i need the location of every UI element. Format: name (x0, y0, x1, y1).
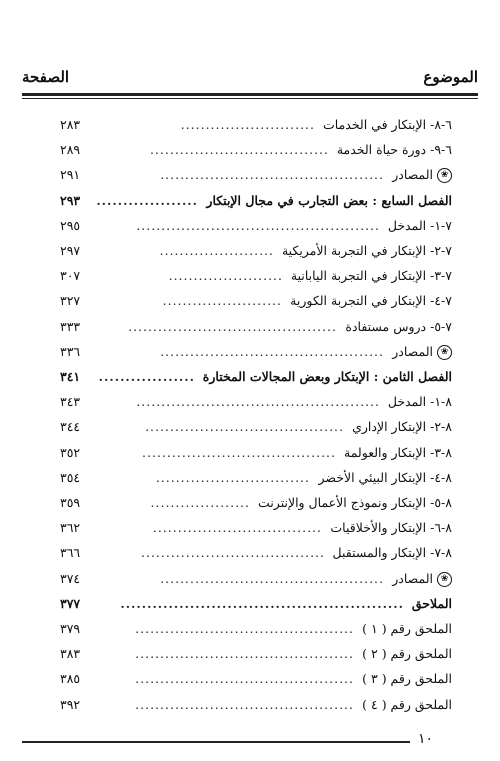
toc-entry-title (392, 568, 452, 590)
toc-leader-dots: .................................. (152, 520, 322, 536)
toc-leader-dots: ........................... (180, 117, 315, 132)
toc-entry-title (345, 316, 452, 338)
toc-chapter-row (60, 593, 452, 615)
toc-page-number: ٣٣٣ (60, 318, 81, 334)
toc-leader-dots: ....................................... (142, 444, 336, 460)
toc-entry-text: ٧-٢- الإبتكار في التجربة الأمريكية (281, 243, 452, 258)
flower-bullet-icon: ❀ (437, 572, 452, 587)
toc-leader-dots: .................... (150, 495, 250, 510)
toc-page-number: ٣٨٣ (60, 646, 81, 662)
footer-rule (22, 741, 410, 743)
toc-entry-text: ٨-١- المدخل (387, 394, 452, 410)
toc-page-number: ٢٩٧ (60, 243, 81, 258)
toc-leader-dots: ............................................. (160, 570, 384, 586)
toc-header (22, 68, 478, 90)
toc-entry-text: ٦-٨- الإبتكار في الخدمات (323, 117, 452, 132)
toc-page-number: ٣٥٢ (60, 444, 81, 460)
toc-entry-text: ٧-٤- الإبتكار في التجربة الكورية (290, 293, 452, 309)
page-column-header: الصفحة (22, 68, 70, 86)
toc-row (60, 442, 452, 464)
toc-page-number: ٣٤٣ (60, 394, 81, 410)
toc-leader-dots: ............................................ (135, 646, 354, 662)
toc-entry-text: ٨-٧- الإبتكار والمستقبل (332, 545, 452, 561)
toc-page-number: ٣٦٢ (60, 520, 81, 536)
toc-chapter-row (60, 366, 452, 388)
toc-row (60, 492, 452, 514)
toc-entry-text: ٨-٣- الإبتكار والعولمة (344, 444, 452, 460)
toc-entry-title (362, 668, 452, 690)
toc-entry-title (319, 467, 453, 489)
toc-row (60, 618, 452, 640)
toc-page-number: ٢٨٣ (60, 117, 81, 132)
toc-entry-text: الملاحق (411, 595, 452, 611)
toc-page-number: ٢٩١ (60, 167, 81, 183)
toc-entry-text: ٧-٣- الإبتكار في التجربة اليابانية (290, 268, 452, 284)
toc-page-number: ٣٦٦ (60, 545, 81, 561)
toc-leader-dots: .......................................... (128, 318, 337, 334)
toc-entry-title (203, 366, 452, 388)
toc-page-number: ٣٥٩ (60, 495, 81, 510)
toc-page-number: ٣٤٤ (60, 419, 81, 435)
toc-page-number: ٣٧٤ (60, 570, 81, 586)
toc-entry-text: الفصل الثامن : الإبتكار وبعض المجالات المختارة (202, 369, 452, 384)
toc-leader-dots: ............................................. (160, 343, 384, 359)
toc-entry-title (388, 215, 452, 237)
toc-page-number: ٣٧٩ (60, 621, 81, 636)
toc-leader-dots: ....................... (168, 268, 283, 284)
toc-entry-title (290, 290, 452, 312)
toc-row (60, 542, 452, 564)
toc-entry-title (337, 139, 452, 161)
header-rule-thin (22, 98, 478, 99)
toc-row (60, 668, 452, 690)
toc-row (60, 694, 452, 716)
toc-leader-dots: .................. (98, 369, 195, 384)
toc-leader-dots: ................................................. (136, 217, 380, 233)
toc-page-number: ٣٤١ (60, 369, 81, 384)
toc-entry-title (291, 265, 452, 287)
toc-page-number: ٢٨٩ (60, 142, 81, 158)
toc-chapter-row (60, 190, 452, 212)
toc-row (60, 240, 452, 262)
toc-entry-title (352, 416, 452, 438)
toc-entry-text: ٨-٦- الإبتكار والأخلاقيات (330, 520, 452, 536)
toc-leader-dots: ....................... (159, 243, 274, 258)
toc-entry-text: الملحق رقم ( ٣ ) (362, 671, 452, 687)
toc-page-number: ٣٨٥ (60, 671, 81, 687)
toc-entry-title (206, 190, 452, 212)
toc-entry-title (412, 593, 452, 615)
toc-page-number: ٣٧٧ (60, 595, 81, 611)
toc-leader-dots: ........................................ (145, 419, 344, 435)
toc-row (60, 164, 452, 186)
toc-entry-title (362, 618, 452, 640)
toc-entry-text: المصادر (392, 343, 433, 359)
toc-entry-title (282, 240, 452, 262)
toc-row (60, 114, 452, 136)
toc-entry-title (362, 643, 452, 665)
toc-entry-title (330, 517, 452, 539)
toc-entry-title (344, 442, 452, 464)
toc-row (60, 341, 452, 363)
flower-bullet-icon: ❀ (437, 168, 452, 183)
toc-leader-dots: ............................................ (135, 696, 354, 712)
toc-row (60, 643, 452, 665)
toc-row (60, 139, 452, 161)
toc-row (60, 290, 452, 312)
header-rule-thick (22, 93, 478, 96)
topic-column-header: الموضوع (423, 68, 478, 86)
toc-entry-text: الملحق رقم ( ١ ) (362, 621, 452, 636)
flower-bullet-icon: ❀ (437, 345, 452, 360)
toc-entry-text: ٨-٥- الإبتكار ونموذج الأعمال والإنترنت (258, 495, 452, 510)
toc-leader-dots: ................................................. (136, 394, 380, 410)
toc-row (60, 391, 452, 413)
toc-entry-text: ٨-٤- الإبتكار البيئي الأخضر (318, 469, 452, 485)
toc-leader-dots: ............................... (155, 469, 310, 485)
toc-entry-text: ٧-٥- دروس مستفادة (345, 318, 452, 334)
toc-entry-text: ٧-١- المدخل (387, 217, 452, 233)
toc-row (60, 467, 452, 489)
toc-entry-text: الملحق رقم ( ٤ ) (362, 696, 452, 712)
toc-row (60, 215, 452, 237)
toc-entry-title (392, 164, 452, 186)
toc-entry-title (258, 492, 452, 514)
toc-leader-dots: ................... (96, 192, 198, 208)
toc-entry-text: المصادر (392, 570, 433, 586)
toc-entry-title (392, 341, 452, 363)
toc-leader-dots: .................................... (149, 142, 329, 158)
toc-leader-dots: ............................................. (160, 167, 384, 183)
toc-entry-title (323, 114, 452, 136)
toc-entry-title (362, 694, 452, 716)
toc-leader-dots: ............................................ (135, 671, 354, 687)
toc-entry-title (388, 391, 452, 413)
toc-leader-dots: ............................................ (135, 621, 354, 636)
toc-entry-text: ٦-٩- دورة حياة الخدمة (336, 142, 452, 158)
toc-entry-text: المصادر (392, 167, 433, 183)
toc-row (60, 316, 452, 338)
toc-entry-title (333, 542, 452, 564)
toc-entry-text: الملحق رقم ( ٢ ) (362, 646, 452, 662)
toc-page-number: ٣٩٢ (60, 696, 81, 712)
toc-entry-text: ٨-٢- الإبتكار الإداري (352, 419, 452, 435)
footer-page-number: ١٠ (418, 731, 434, 747)
toc-page-number: ٢٩٥ (60, 217, 81, 233)
toc-page-number: ٣٠٧ (60, 268, 81, 284)
toc-page-number: ٢٩٣ (60, 192, 81, 208)
toc-row (60, 416, 452, 438)
toc-leader-dots: ..................................... (140, 545, 325, 561)
toc-row (60, 568, 452, 590)
toc-entry-text: الفصل السابع : بعض التجارب في مجال الإبتكار (206, 192, 452, 208)
toc-leader-dots: ........................ (162, 293, 282, 309)
toc-page-number: ٣٣٦ (60, 343, 81, 359)
toc-leader-dots: ..................................................... (120, 595, 404, 611)
toc-page-number: ٣٥٤ (60, 469, 81, 485)
toc-row (60, 265, 452, 287)
toc-page-number: ٣٢٧ (60, 293, 81, 309)
toc-row (60, 517, 452, 539)
